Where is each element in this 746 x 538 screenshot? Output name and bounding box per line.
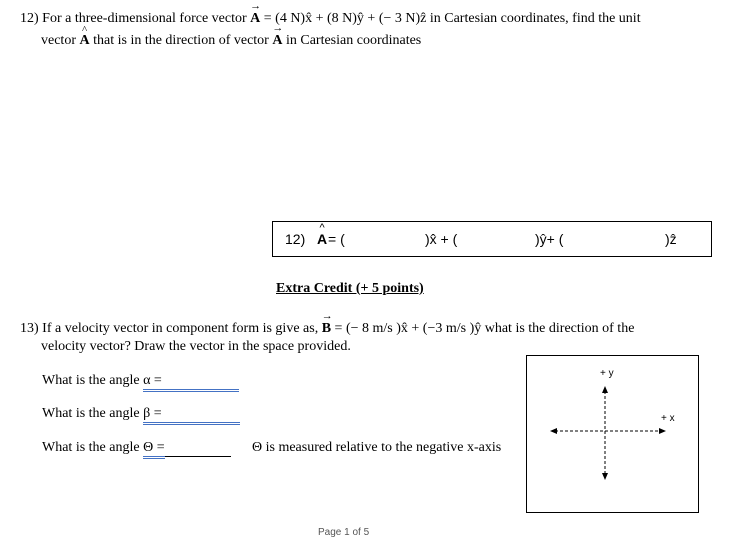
vector-a-symbol: → A bbox=[250, 11, 260, 27]
page-footer: Page 1 of 5 bbox=[318, 527, 370, 538]
problem-13-line-1 bbox=[20, 321, 634, 337]
x-axis-left-arrow bbox=[550, 428, 557, 434]
theta-question bbox=[42, 440, 231, 459]
theta-answer-field[interactable] bbox=[165, 440, 231, 457]
vector-b-symbol: → B bbox=[322, 321, 331, 337]
beta-question bbox=[42, 406, 240, 425]
problem-13-equation: = (− 8 m/s )x̂ + (−3 m/s )ŷ what is the direction of the bbox=[331, 321, 635, 336]
x-axis-label: + x bbox=[661, 413, 675, 424]
problem-12-equation: = (4 N)x̂ + (8 N)ŷ + (− 3 N)ẑ in Cartesian coordinates, find the unit bbox=[260, 11, 641, 26]
x-axis-right-arrow bbox=[659, 428, 666, 434]
coordinate-diagram[interactable] bbox=[526, 355, 699, 513]
problem-12-line2-b: that is in the direction of vector bbox=[89, 33, 273, 48]
problem-12-line-2 bbox=[41, 33, 421, 49]
problem-12-line2-c: in Cartesian coordinates bbox=[282, 33, 422, 48]
beta-symbol: β = bbox=[143, 406, 162, 421]
theta-symbol: Θ = bbox=[143, 440, 165, 459]
y-axis-down-arrow bbox=[602, 473, 608, 480]
answer-unit-symbol: ^ A bbox=[317, 231, 327, 247]
axes-svg bbox=[527, 356, 700, 514]
problem-13-line-2: velocity vector? Draw the vector in the space provided. bbox=[41, 339, 351, 354]
y-axis-label: + y bbox=[600, 368, 614, 379]
answer-box bbox=[272, 221, 712, 257]
alpha-label: What is the angle bbox=[42, 373, 144, 388]
answer-z-field[interactable]: )ẑ bbox=[665, 231, 677, 247]
alpha-answer-field[interactable] bbox=[143, 373, 239, 392]
y-axis-up-arrow bbox=[602, 386, 608, 393]
theta-label: What is the angle bbox=[42, 440, 144, 455]
beta-label: What is the angle bbox=[42, 406, 144, 421]
beta-answer-field[interactable] bbox=[143, 406, 240, 425]
extra-credit-heading: Extra Credit (+ 5 points) bbox=[276, 281, 424, 296]
theta-note: Θ is measured relative to the negative x-axis bbox=[252, 440, 502, 455]
vector-a-symbol-2: → A bbox=[272, 33, 282, 49]
answer-box-number: 12) bbox=[285, 231, 306, 247]
problem-12-prefix: 12) For a three-dimensional force vector bbox=[20, 11, 251, 26]
problem-12-line2-a: vector bbox=[41, 33, 80, 48]
answer-x-field[interactable]: )x̂ + ( bbox=[425, 231, 458, 247]
unit-vector-symbol: ^ A bbox=[79, 33, 89, 49]
alpha-question bbox=[42, 373, 239, 392]
problem-12-line-1 bbox=[20, 11, 641, 27]
alpha-symbol: α = bbox=[143, 373, 162, 388]
problem-13-prefix: 13) If a velocity vector in component form is give as, bbox=[20, 321, 322, 336]
answer-equals: = ( bbox=[328, 231, 345, 247]
answer-y-field[interactable]: )ŷ+ ( bbox=[535, 231, 564, 247]
